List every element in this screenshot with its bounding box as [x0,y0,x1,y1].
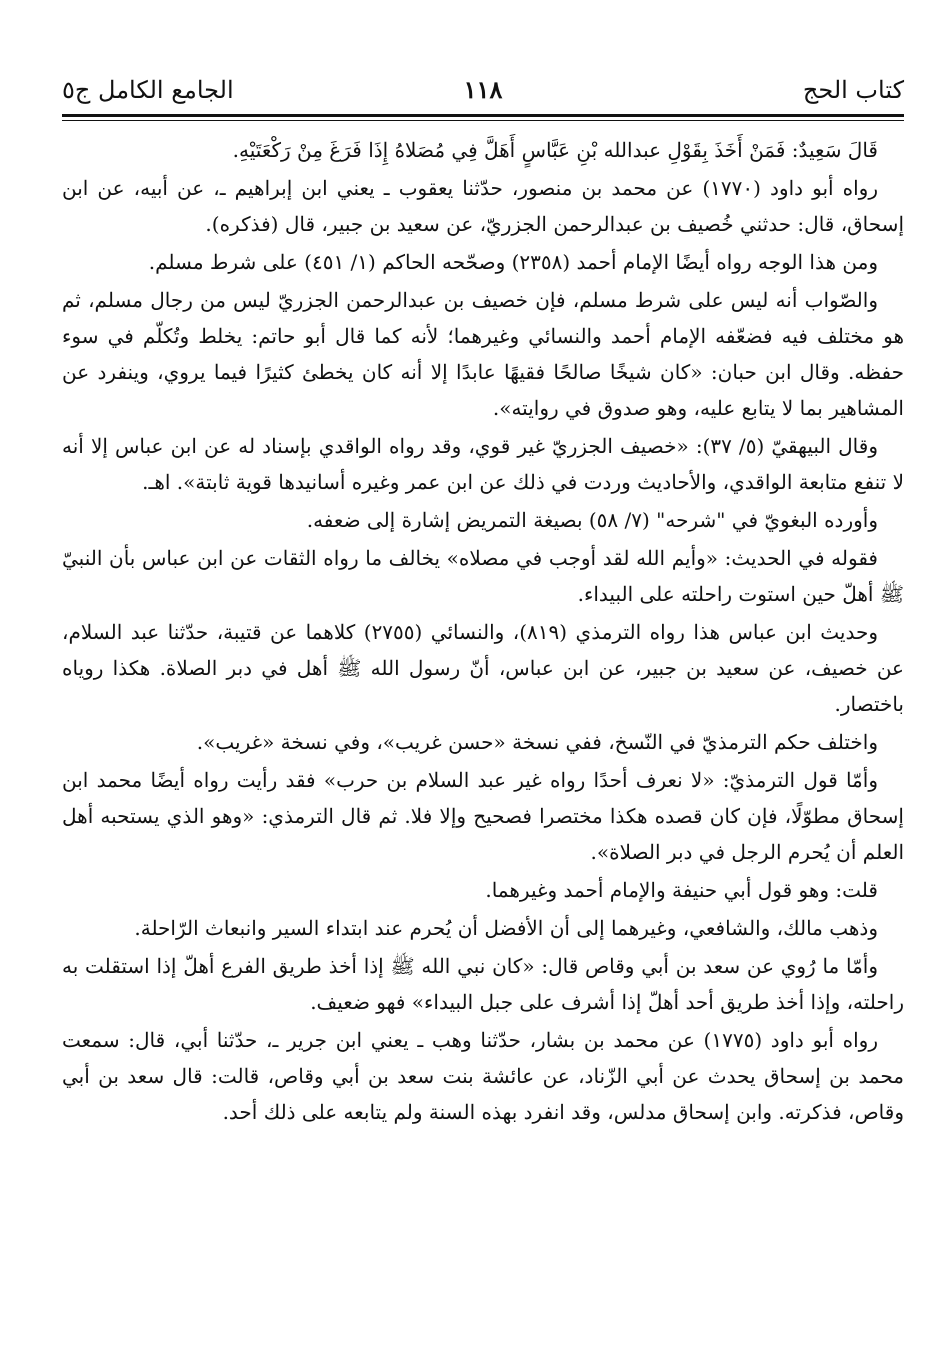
paragraph: وأورده البغويّ في "شرحه" (٧/ ٥٨) بصيغة التمريض إشارة إلى ضعفه. [306,508,878,532]
header-rule-thin [62,120,904,121]
book-title: الجامع الكامل ج٥ [62,76,234,104]
paragraph: رواه أبو داود (١٧٧٠) عن محمد بن منصور، حدّثنا يعقوب ـ يعني ابن إبراهيم ـ، عن أبيه، عن ابن إسحاق، قال: حدثني خُصيف بن عبدالرحمن الجزريّ، عن سعيد بن جبير، قال (فذكره). [62,176,904,236]
running-header [62,70,904,114]
body-text [62,132,904,1132]
paragraph: والصّواب أنه ليس على شرط مسلم، فإن خصيف بن عبدالرحمن الجزريّ ليس من رجال مسلم، ثم هو مختلف فيه فضعّفه الإمام أحمد والنسائي وغيرهما؛ لأنه كما قال أبو حاتم: يخلط وتُكلّم في سوء حفظه. وقال ابن حبان: «كان شيخًا صالحًا فقيهًا عابدًا إلا أنه كان يخطئ كثيرًا فيما يروي، وينفرد عن المشاهير بما لا يتابع عليه، وهو صدوق في روايته». [62,288,905,420]
paragraph: قَالَ سَعِيدٌ: فَمَنْ أَخَذَ بِقَوْلِ عبدالله بْنِ عَبَّاسٍ أَهَلَّ فِي مُصَلاهُ إِذَا فَرَغَ مِنْ رَكْعَتَيْهِ. [232,138,878,162]
paragraph: وذهب مالك، والشافعي، وغيرهما إلى أن الأفضل أن يُحرم عند ابتداء السير وانبعاث الرّاحلة. [134,916,878,940]
chapter-title: كتاب الحج [802,76,904,104]
header-rule [62,114,904,117]
paragraph: وأمّا ما رُوي عن سعد بن أبي وقاص قال: «كان نبي الله ﷺ إذا أخذ طريق الفرع أهلّ إذا استقلت به راحلته، وإذا أخذ طريق أحد أهلّ إذا أشرف على جبل البيداء» فهو ضعيف. [62,954,904,1014]
paragraph: واختلف حكم الترمذيّ في النّسخ، ففي نسخة «حسن غريب»، وفي نسخة «غريب». [196,730,878,754]
paragraph: فقوله في الحديث: «وأيم الله لقد أوجب في مصلاه» يخالف ما رواه الثقات عن ابن عباس بأن النبيّ ﷺ أهلّ حين استوت راحلته على البيداء. [62,546,904,606]
page-number: ١١٨ [463,75,503,104]
paragraph: قلت: وهو قول أبي حنيفة والإمام أحمد وغيرهما. [485,878,878,902]
paragraph: وقال البيهقيّ (٥/ ٣٧): «خصيف الجزريّ غير قوي، وقد رواه الواقدي بإسناد له عن ابن عباس إلا أنه لا تنفع متابعة الواقدي، والأحاديث وردت في ذلك عن ابن عمر وغيره أسانيدها قوية ثابتة». اهـ. [62,434,904,494]
paragraph: وأمّا قول الترمذيّ: «لا نعرف أحدًا رواه غير عبد السلام بن حرب» فقد رأيت رواه أيضًا محمد ابن إسحاق مطوّلًا، فإن كان قصده هكذا مختصرا فصحيح وإلا فلا. ثم قال الترمذي: «وهو الذي يستحبه أهل العلم أن يُحرم الرجل في دبر الصلاة». [62,768,904,864]
paragraph: ومن هذا الوجه رواه أيضًا الإمام أحمد (٢٣٥٨) وصحّحه الحاكم (١/ ٤٥١) على شرط مسلم. [148,250,878,274]
paragraph: وحديث ابن عباس هذا رواه الترمذي (٨١٩)، والنسائي (٢٧٥٥) كلاهما عن قتيبة، حدّثنا عبد السلام، عن خصيف، عن سعيد بن جبير، عن ابن عباس، أنّ رسول الله ﷺ أهل في دبر الصلاة. هكذا روياه باختصار. [62,620,904,716]
paragraph: رواه أبو داود (١٧٧٥) عن محمد بن بشار، حدّثنا وهب ـ يعني ابن جرير ـ، حدّثنا أبي، قال: سمعت محمد بن إسحاق يحدث عن أبي الزّناد، عن عائشة بنت سعد بن أبي وقاص، قالت: قال سعد بن أبي وقاص، فذكرته. وابن إسحاق مدلس، وقد انفرد بهذه السنة ولم يتابعه على ذلك أحد. [62,1028,904,1124]
